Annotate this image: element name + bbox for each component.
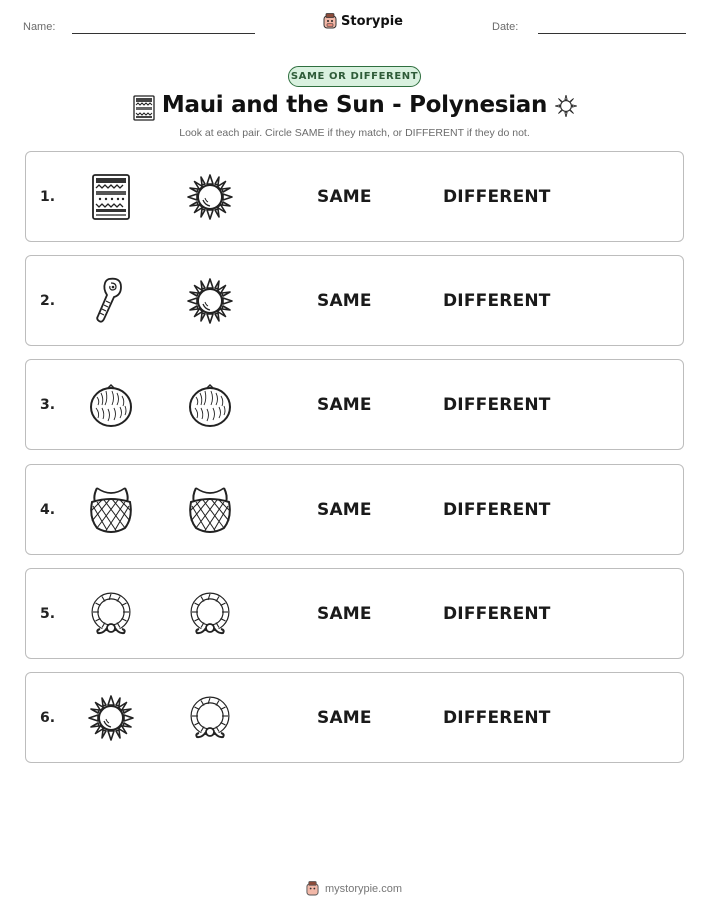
same-option[interactable]: SAME xyxy=(317,603,372,624)
same-option[interactable]: SAME xyxy=(317,499,372,520)
different-option[interactable]: DIFFERENT xyxy=(443,603,551,624)
net-bag-icon xyxy=(186,486,234,534)
question-number: 3. xyxy=(40,397,56,414)
same-option[interactable]: SAME xyxy=(317,395,372,416)
question-row xyxy=(25,151,684,242)
date-label: Date: xyxy=(492,21,519,33)
different-option[interactable]: DIFFERENT xyxy=(443,291,551,312)
activity-badge: SAME OR DIFFERENT xyxy=(288,66,421,87)
sun-icon xyxy=(553,93,579,119)
question-number: 2. xyxy=(40,293,56,310)
different-option[interactable]: DIFFERENT xyxy=(443,395,551,416)
different-option[interactable]: DIFFERENT xyxy=(443,499,551,520)
sun-icon xyxy=(186,277,234,325)
same-option[interactable]: SAME xyxy=(317,708,372,728)
question-row xyxy=(25,568,684,659)
footer-url[interactable]: mystorypie.com xyxy=(325,882,403,895)
date-line[interactable] xyxy=(538,33,686,34)
sun-icon xyxy=(186,173,234,221)
same-option[interactable]: SAME xyxy=(317,187,372,207)
mascot-icon xyxy=(323,13,337,29)
question-number: 4. xyxy=(40,501,56,518)
question-row xyxy=(25,255,684,346)
rope-coil-icon xyxy=(186,590,234,638)
question-number: 6. xyxy=(40,710,56,726)
different-option[interactable]: DIFFERENT xyxy=(443,708,551,728)
name-line[interactable] xyxy=(72,33,255,34)
coconut-icon xyxy=(87,381,135,429)
tapa-cloth-icon xyxy=(87,173,135,221)
question-number: 1. xyxy=(40,189,56,205)
rope-coil-icon xyxy=(186,694,234,742)
brand-logo xyxy=(323,13,403,29)
same-option[interactable]: SAME xyxy=(317,291,372,312)
footer xyxy=(306,881,402,896)
jawbone-club-icon xyxy=(87,277,135,325)
rope-coil-icon xyxy=(87,590,135,638)
name-label: Name: xyxy=(23,21,56,33)
sun-icon xyxy=(87,694,135,742)
instructions: Look at each pair. Circle SAME if they match, or DIFFERENT if they do not. xyxy=(179,127,530,139)
question-row xyxy=(25,359,684,450)
page-title: Maui and the Sun - Polynesian xyxy=(161,92,548,118)
coconut-icon xyxy=(186,381,234,429)
question-number: 5. xyxy=(40,605,56,622)
brand-name: Storypie xyxy=(341,13,403,29)
mascot-icon xyxy=(306,881,319,896)
question-row xyxy=(25,464,684,555)
different-option[interactable]: DIFFERENT xyxy=(443,187,551,207)
net-bag-icon xyxy=(87,486,135,534)
question-row xyxy=(25,672,684,763)
